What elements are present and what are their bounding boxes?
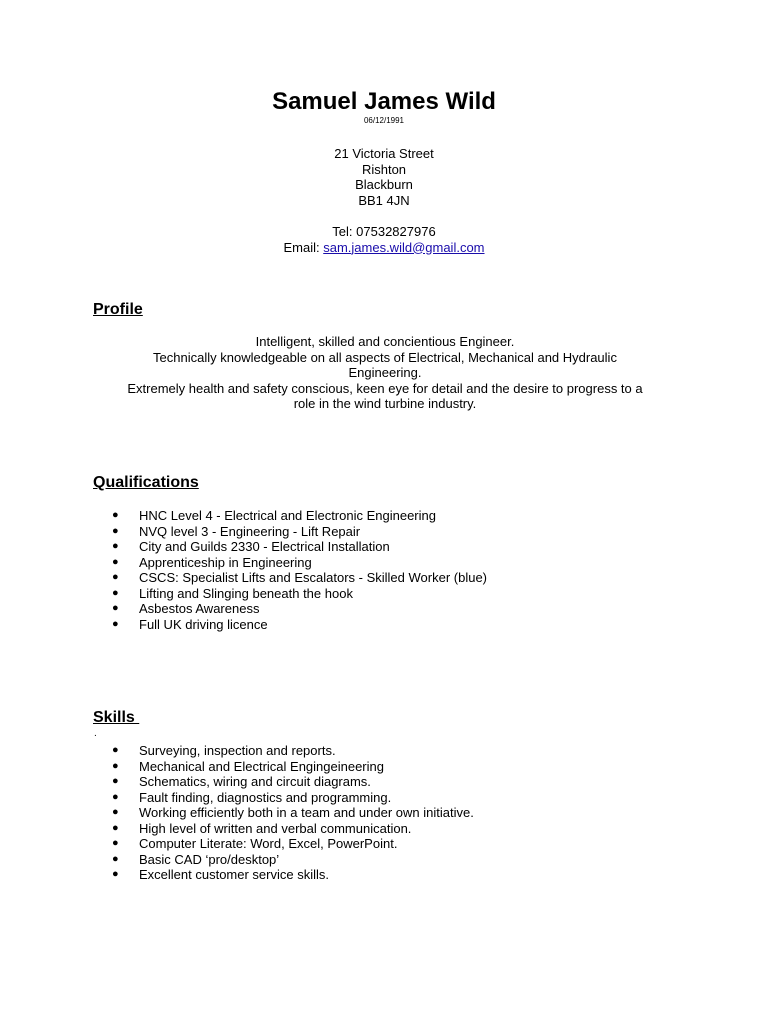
- list-item-text: Computer Literate: Word, Excel, PowerPoint.: [139, 836, 398, 851]
- bullet-icon: ●: [112, 744, 119, 756]
- list-item: [112, 790, 474, 806]
- qualifications-heading: Qualifications: [93, 474, 199, 491]
- email-label: Email:: [283, 239, 320, 255]
- list-item-text: NVQ level 3 - Engineering - Lift Repair: [139, 523, 361, 539]
- list-item-text: Basic CAD ‘pro/desktop’: [139, 851, 280, 867]
- telephone-label: Tel:: [332, 224, 353, 239]
- profile-line: role in the wind turbine industry.: [293, 396, 477, 411]
- profile-heading: Profile: [93, 301, 143, 318]
- date-of-birth: 06/12/1991: [363, 116, 405, 125]
- list-item: [112, 570, 487, 586]
- list-item: [112, 743, 474, 759]
- address-line-town: Blackburn: [355, 177, 413, 192]
- postal-address: [0, 146, 768, 208]
- list-item: [112, 867, 474, 883]
- profile-line: Engineering.: [348, 365, 422, 380]
- list-item-text: Surveying, inspection and reports.: [139, 743, 336, 758]
- list-item-text: Apprenticeship in Engineering: [139, 554, 312, 570]
- bullet-icon: ●: [112, 759, 119, 772]
- profile-line: Intelligent, skilled and concientious Engineer.: [255, 334, 515, 349]
- bullet-icon: ●: [112, 806, 119, 818]
- bullet-icon: ●: [112, 868, 119, 880]
- list-item-text: Excellent customer service skills.: [139, 867, 329, 882]
- list-item-text: High level of written and verbal communication.: [139, 820, 412, 836]
- bullet-icon: ●: [112, 852, 119, 865]
- address-line-village: Rishton: [361, 161, 407, 177]
- list-item-text: Full UK driving licence: [139, 616, 268, 632]
- bullet-icon: ●: [112, 540, 119, 552]
- telephone-line: [0, 224, 768, 240]
- list-item-text: Asbestos Awareness: [139, 601, 260, 616]
- bullet-icon: ●: [112, 837, 119, 849]
- list-item-text: Schematics, wiring and circuit diagrams.: [139, 774, 371, 789]
- list-item-text: City and Guilds 2330 - Electrical Installation: [139, 539, 390, 554]
- list-item: [112, 508, 487, 524]
- list-item: [112, 836, 474, 852]
- list-item-text: Mechanical and Electrical Engingeineering: [139, 758, 384, 774]
- bullet-icon: ●: [112, 617, 119, 630]
- address-line-street: 21 Victoria Street: [334, 146, 434, 161]
- cv-header: [0, 88, 768, 255]
- bullet-icon: ●: [112, 509, 119, 521]
- bullet-icon: ●: [112, 555, 119, 568]
- stray-mark: .: [94, 728, 97, 739]
- list-item-text: CSCS: Specialist Lifts and Escalators - Skilled Worker (blue): [139, 570, 487, 585]
- bullet-icon: ●: [112, 775, 119, 787]
- list-item: [112, 617, 487, 633]
- email-link[interactable]: sam.james.wild@gmail.com: [323, 239, 485, 255]
- bullet-icon: ●: [112, 586, 119, 599]
- list-item-text: Fault finding, diagnostics and programming.: [139, 789, 392, 805]
- bullet-icon: ●: [112, 602, 119, 614]
- list-item: [112, 774, 474, 790]
- skills-list: [112, 743, 474, 883]
- profile-line: Technically knowledgeable on all aspects of Electrical, Mechanical and Hydraulic: [153, 349, 617, 365]
- address-line-postcode: BB1 4JN: [358, 192, 410, 208]
- profile-line: Extremely health and safety conscious, keen eye for detail and the desire to progress to a: [127, 380, 643, 396]
- candidate-name: Samuel James Wild: [272, 88, 496, 115]
- telephone-number: 07532827976: [356, 224, 436, 239]
- bullet-icon: ●: [112, 790, 119, 803]
- list-item: [112, 821, 474, 837]
- email-line: [0, 240, 768, 256]
- bullet-icon: ●: [112, 821, 119, 834]
- list-item: [112, 805, 474, 821]
- list-item: [112, 852, 474, 868]
- qualifications-list: [112, 508, 487, 632]
- contact-details: [0, 224, 768, 255]
- list-item-text: HNC Level 4 - Electrical and Electronic Engineering: [139, 508, 436, 523]
- list-item: [112, 601, 487, 617]
- list-item: [112, 539, 487, 555]
- list-item: [112, 586, 487, 602]
- list-item-text: Working efficiently both in a team and under own initiative.: [139, 805, 474, 820]
- list-item: [112, 524, 487, 540]
- list-item: [112, 555, 487, 571]
- profile-text: [95, 334, 675, 412]
- list-item-text: Lifting and Slinging beneath the hook: [139, 585, 353, 601]
- list-item: [112, 759, 474, 775]
- bullet-icon: ●: [112, 524, 119, 537]
- bullet-icon: ●: [112, 571, 119, 583]
- skills-heading: Skills: [93, 709, 140, 726]
